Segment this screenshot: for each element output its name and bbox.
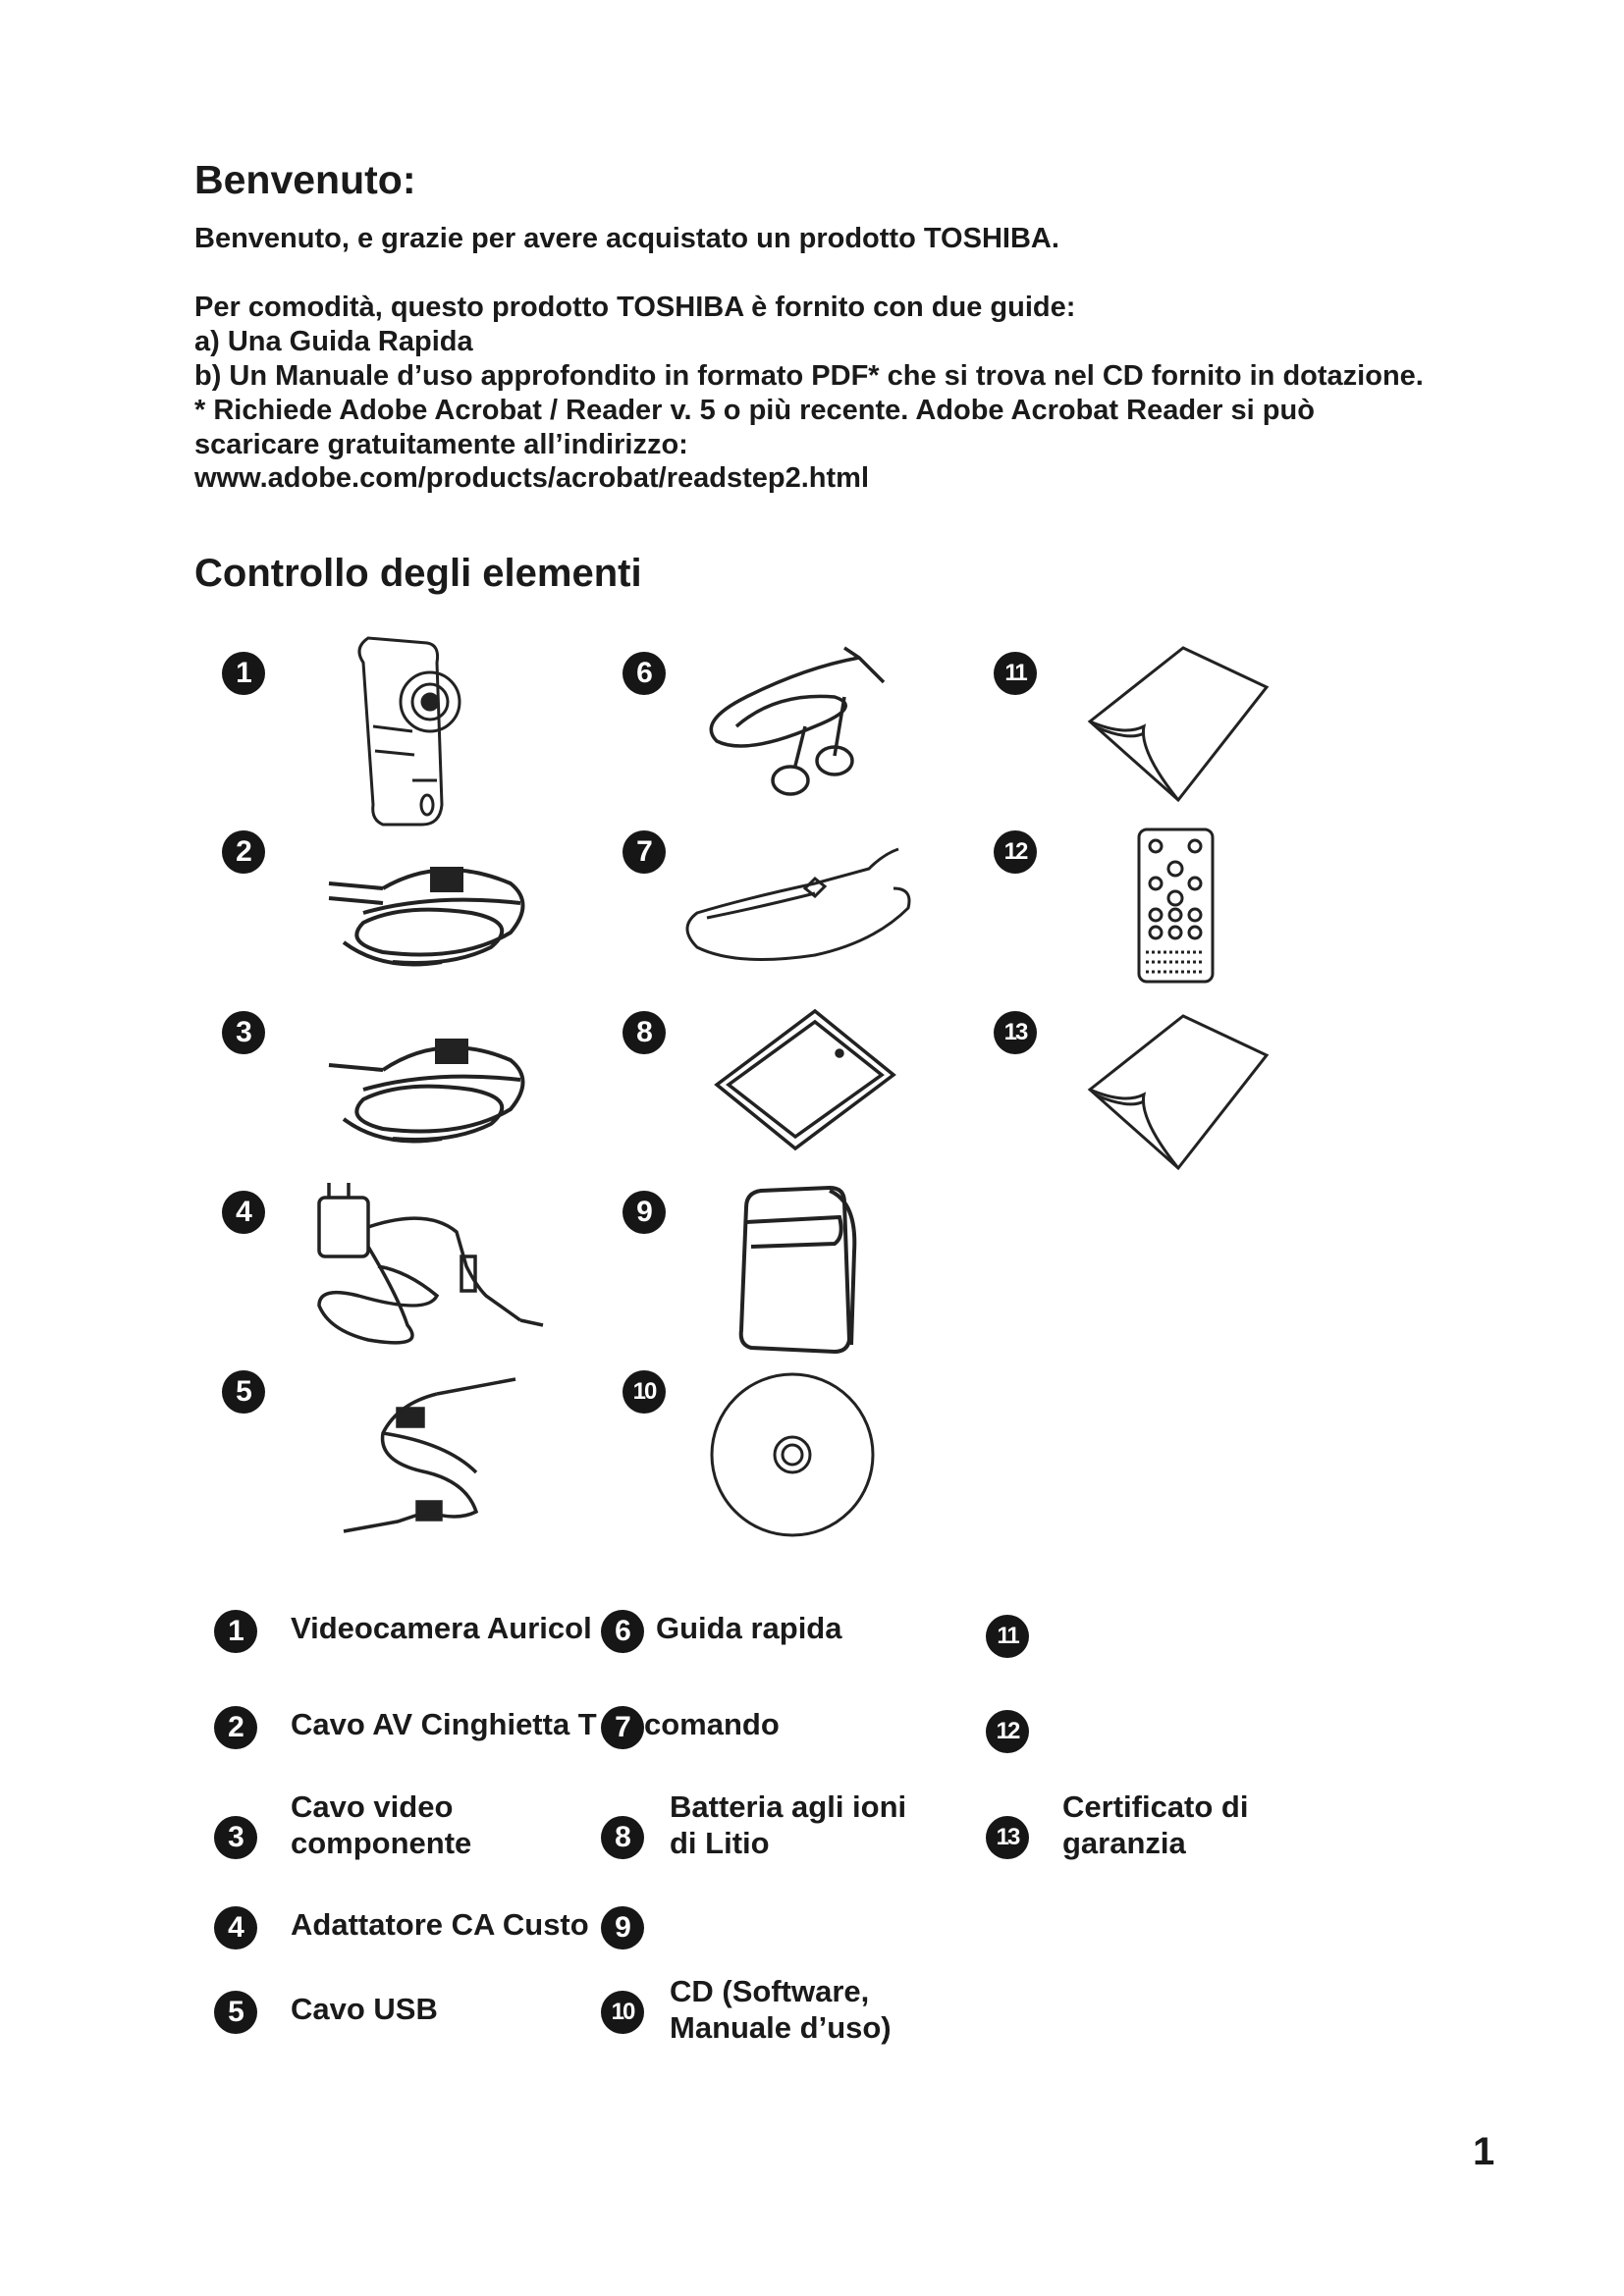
figure-badge-7: 7	[623, 830, 666, 874]
battery-illustration	[707, 1006, 903, 1153]
figure-badge-11: 11	[994, 652, 1037, 695]
legend-badge-1: 1	[214, 1610, 257, 1653]
guide-b: b) Un Manuale d’uso approfondito in formato PDF* che si trova nel CD fornito in dotazione.	[194, 360, 1424, 392]
note-line-1: * Richiede Adobe Acrobat / Reader v. 5 o più recente. Adobe Acrobat Reader si può	[194, 395, 1315, 426]
legend-label-6: Guida rapida	[656, 1611, 842, 1645]
legend-badge-5: 5	[214, 1991, 257, 2034]
intro-guides: Per comodità, questo prodotto TOSHIBA è fornito con due guide:	[194, 292, 1076, 323]
adobe-url: www.adobe.com/products/acrobat/readstep2.html	[194, 462, 870, 494]
figure-badge-1: 1	[222, 652, 265, 695]
figure-badge-2: 2	[222, 830, 265, 874]
ac-adapter-illustration	[309, 1178, 550, 1350]
figure-badge-9: 9	[623, 1191, 666, 1234]
figure-badge-10: 10	[623, 1370, 666, 1414]
legend-badge-12: 12	[986, 1710, 1029, 1753]
legend-label-1: Videocamera Auricol	[291, 1611, 592, 1645]
quick-guide-illustration	[1085, 643, 1272, 805]
av-cable-illustration	[324, 844, 540, 977]
earphones-illustration	[687, 638, 903, 805]
legend-label-8b: di Litio	[670, 1826, 770, 1860]
intro-thanks: Benvenuto, e grazie per avere acquistato un prodotto TOSHIBA.	[194, 223, 1059, 254]
page-number: 1	[1473, 2130, 1495, 2173]
component-cable-illustration	[324, 1021, 540, 1153]
remote-control-illustration	[1134, 825, 1218, 987]
legend-label-7: comando	[644, 1707, 780, 1741]
figure-badge-5: 5	[222, 1370, 265, 1414]
warranty-booklet-illustration	[1085, 1011, 1272, 1173]
legend-badge-4: 4	[214, 1906, 257, 1949]
legend-label-3b: componente	[291, 1826, 472, 1860]
legend-label-8a: Batteria agli ioni	[670, 1789, 907, 1824]
figure-badge-13: 13	[994, 1011, 1037, 1054]
page-title: Benvenuto:	[194, 157, 416, 202]
legend-label-10a: CD (Software,	[670, 1974, 870, 2008]
legend-badge-9: 9	[601, 1906, 644, 1949]
usb-cable-illustration	[339, 1364, 520, 1536]
figure-badge-12: 12	[994, 830, 1037, 874]
legend-badge-2: 2	[214, 1706, 257, 1749]
pouch-illustration	[731, 1183, 859, 1355]
section-title: Controllo degli elementi	[194, 552, 642, 595]
note-line-2: scaricare gratuitamente all’indirizzo:	[194, 429, 688, 460]
figure-badge-4: 4	[222, 1191, 265, 1234]
legend-badge-10: 10	[601, 1991, 644, 2034]
wrist-strap-illustration	[677, 839, 918, 967]
legend-badge-11: 11	[986, 1615, 1029, 1658]
legend-label-2: Cavo AV Cinghietta T	[291, 1707, 597, 1741]
legend-label-13b: garanzia	[1062, 1826, 1186, 1860]
legend-badge-3: 3	[214, 1816, 257, 1859]
legend-label-3a: Cavo video	[291, 1789, 454, 1824]
legend-badge-7: 7	[601, 1706, 644, 1749]
legend-badge-8: 8	[601, 1816, 644, 1859]
legend-label-13a: Certificato di	[1062, 1789, 1249, 1824]
cd-illustration	[707, 1369, 879, 1541]
figure-badge-3: 3	[222, 1011, 265, 1054]
legend-badge-13: 13	[986, 1816, 1029, 1859]
guide-a: a) Una Guida Rapida	[194, 326, 473, 357]
legend-label-4: Adattatore CA Custo	[291, 1907, 589, 1942]
legend-badge-6: 6	[601, 1610, 644, 1653]
figure-badge-6: 6	[623, 652, 666, 695]
legend-label-5: Cavo USB	[291, 1992, 438, 2026]
camcorder-illustration	[344, 633, 471, 829]
figure-badge-8: 8	[623, 1011, 666, 1054]
legend-label-10b: Manuale d’uso)	[670, 2010, 892, 2045]
